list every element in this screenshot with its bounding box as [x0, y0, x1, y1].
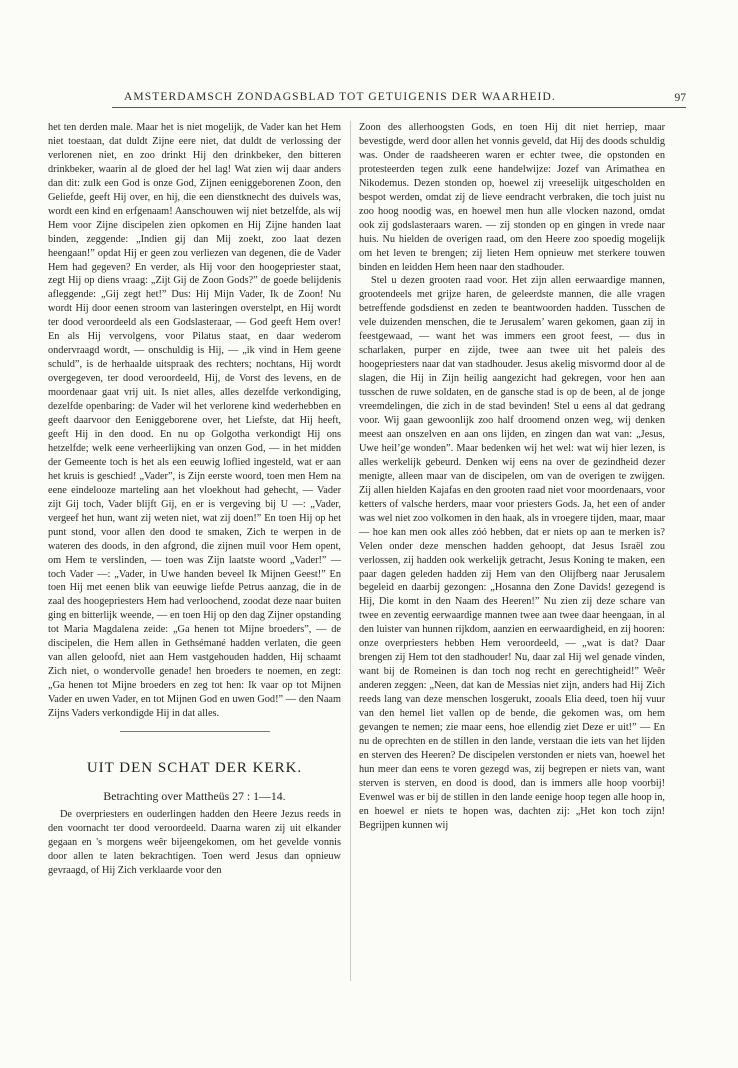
section-divider	[120, 731, 270, 732]
right-column	[359, 121, 665, 833]
running-header	[112, 91, 686, 108]
body-paragraph: Zoon des allerhoogsten Gods, en toen Hij dit niet herriep, maar bevestigde, werd door allen het vonnis geveld, dat Hij des doods schuldig was. Onder de raadsheeren waren er echter twee, die opstonden en protesteerden tegen zulk eene handelwijze: Jozef van Arimathea en Nikodemus. Dezen stonden op, hoewel zij vreeselijk uitgescholden en bespot werden, omdat zij de lieve eendracht verbraken, die toch juist nu zoo hoog noodig was, en hoewel men hun alle vlocken nazond, omdat ook zij godslasteraars waren. — zij stonden op en gingen in vrede naar huis. Nu hielden de overigen raad, om den Heere zoo spoedig mogelijk om het leven te brengen; zij lieten Hem opnieuw met sterkere touwen binden en leidden Hem heen naar den stadhouder.	[359, 122, 665, 273]
section-title: UIT DEN SCHAT DER KERK.	[86, 759, 303, 776]
publication-title: AMSTERDAMSCH ZONDAGSBLAD TOT GETUIGENIS DER WAARHEID.	[124, 91, 556, 103]
page-number: 97	[674, 92, 686, 104]
column-divider	[350, 121, 351, 981]
body-paragraph: Stel u dezen grooten raad voor. Het zijn allen eerwaardige mannen, grootendeels met grijze haren, de geleerdste mannen, die alle vragen betreffende godsdienst en zeden te beantwoorden hadden. Tusschen de vele duizenden menschen, die te Jerusalem’ waren gekomen, gaan zij in feestgewaad, — want het was immers een groot feest, — dus in scharlaken, purper en zijde, twee aan twee uit het paleis des hoogepriesters naar dat van stadhouder. Jesus akelig misvormd door al de slagen, die Hij in Zijn heilig aangezicht had gekregen, voor hen aan tusschen de ruwe soldaten, en de gansche stad is op de been, al de jonge vreemdelingen, die zich in de stad bevinden! Stel u eens al dat gedrang voor. Wij gaan gewoonlijk zoo half droomend onzen weg, wij denken meest aan onszelven en aan ons lijden, en zingen dan wat van: „Jesus, Uwe heil’ge wonden”. Maar bedenken wij het wel: wat wij hier lezen, is alles werkelijk gebeurd. Denken wij eens na over de gezindheid dezer menigte, alleen maar van de discipelen, om van de overigen te zwijgen. Zij allen hielden Kajafas en den grooten raad niet voor moordenaars, voor ketters of valsche herders, maar voor priesters Gods. Ja, het een of ander was wel niet zoo volkomen in den haak, als in vroegere tijden, maar, maar — hoe kan men ook alles zóó hebben, dat er niets op aan te merken is? Velen onder deze menschen hadden gehoopt, dat Jesus Israël zou verlossen, zij hadden ook werkelijk getracht, Jesus Koning te maken, een paar dagen geleden hadden zij Hem van den Olijfberg naar Jerusalem begeleid en daarbij gezongen: „Hosanna den Zone Davids! gezegend is Hij, Die komt in den Naam des Heeren!” Nu zien zij deze schare van twee en zeventig eerwaardige mannen twee aan twee daar heengaan, in al den luister van hunnen rijkdom, aanzien en eerwaardigheid, en zij hooren: onze overpriesters hebben Hem veroordeeld, — „wat is dat? Daar brengen zij Hem tot den stadhouder! Nu, daar zal Hij wel genade vinden, want bij de Romeinen is dan toch nog recht en gerechtigheid!” Weêr anderen zeggen: „Neen, dat kan de Messias niet zijn, anders had Hij Zich reeds lang van deze menschen losgerukt, zooals Elia deed, toen hij vuur van den hemel liet vallen op de bende, die gekomen was, om hem gevangen te nemen; zie maar eens, hoe ellendig ziet Deze er uit!” — En nu de oprechten en de stillen in den lande, verstaan die iets van het lijden en sterven des Heeren? De discipelen verstonden er niets van, hoewel het hun meer dan eens te voren gezegd was, zij begrepen er niets van, want sterven is sterven, en dood is dood, dan is immers alle hoop voorbij! Evenwel was er bij de stillen in den lande eenige hoop tegen alle hoop in, en hoewel er niets te hopen was, dachten zij: „Het kon toch zijn! Begrijpen kunnen wij	[359, 275, 665, 831]
body-paragraph: het ten derden male. Maar het is niet mogelijk, de Vader kan het Hem niet toestaan, dat duldt Zijne eere niet, dat duldt de verlossing der verlorenen niet, en zoo drinkt Hij den drinkbeker, den bitteren drinkbeker, waarin al de gloed der hel lag! Wat zien wij daar anders dan dit: zulk een God is onze God, Zijnen eeniggeborenen Zoon, den Geliefde, geeft Hij over, en hij, die een dienstknecht des duivels was, wordt een kind en erfgenaam! Aanschouwen wij niet betzelfde, als wij Hem voor Zijne discipelen zien opkomen en Hij Zijne handen laat binden, zeggende: „Indien gij dan Mij zoekt, zoo laat dezen heengaan!” opdat Hij er geen zou verliezen van degenen, die de Vader Hem had gegeven? En verder, als Hij voor den hoogepriester staat, zegt Hij op diens vraag: „Zijt Gij de Zoon Gods?” de goede belijdenis afleggende: „Gij zegt het!” Dus: Hij Mijn Vader, Ik de Zoon! Nu wordt Hij door eenen stroom van lasteringen overstelpt, en Hij wordt ter dood veroordeeld als een Godslasteraar, — God geeft Hem over! En als Hij vervolgens, voor Pilatus staat, en daar wederom ondervraagd wordt, — onschuldig is Hij, — „ik vind in Hem geene schuld”, is de herhaalde uitspraak des rechters; nochtans, Hij wordt overgegeven, ter dood veroordeeld, Hij, de Vorst des levens, en de moordenaar gaat vrij uit. Is niet alles, alles dezelfde verkondiging, dezelfde openbaring: de Vader wil het verlorene kind wederhebben en geeft daarvoor den Eeniggeborene over, het Liefste, dat Hij heeft, geeft Hij in den dood. En nu op Golgotha verkondigt Hij ons hetzelfde; welk eene verheerlijking van onzen God, — in het midden der Gemeente toch is het als een eeuwig loflied ingesteld, wat er aan het kruis is geschied! „Vader”, is Zijn eerste woord, toen men Hem na eene eindelooze marteling aan het vloekhout had gehecht, — Vader zijt Gij toch, Vader blijft Gij, en er is vergeving bij U —: „Vader, vergeef het hun, want zij weten niet, wat zij doen!” En toen Hij op het punt stond, voor allen den dood te smaken, Zich te werpen in de wateren des doods, in den afgrond, die zijnen muil voor Hem opent, om Hem te verslinden, — toen was Zijn laatste woord „Vader!” — toch Vader —: „Vader, in Uwe handen beveel Ik Mijnen Geest!” En toen Hij met eenen blik van eeuwige liefde Petrus aanzag, die in de zaal des hoogepriesters Hem had verloochend, zoodat deze naar buiten ging en bitterlijk weende, — en toen Hij op den dag Zijner opstanding tot Maria Magdalena zeide: „Ga henen tot Mijne broeders”, — de discipelen, die Hem allen in Gethsémané hadden verlaten, die geen van allen geloofd, niet aan Hem vastgehouden hadden, Hij schaamt Zich niet, o wondervolle genade! hen broeders te noemen, en zegt: „Ga henen tot Mijne broeders en zeg tot hen: Ik vaar op tot Mijnen Vader en uwen Vader, en tot Mijnen God en uwen God!” — den Naam Zijns Vaders verkondigde Hij in dat alles.	[48, 122, 341, 720]
left-column	[48, 121, 341, 878]
body-paragraph: De overpriesters en ouderlingen hadden den Heere Jezus reeds in den voornacht ter dood veroordeeld. Daarna waren zij uit elkander gegaan en 's morgens weêr bijeengekomen, om het gevelde vonnis door allen te laten bekrachtigen. Toen werd Jesus dan opnieuw gevraagd, of Hij Zich verklaarde voor den	[48, 808, 341, 876]
section-subtitle: Betrachting over Mattheüs 27 : 1—14.	[103, 788, 286, 803]
